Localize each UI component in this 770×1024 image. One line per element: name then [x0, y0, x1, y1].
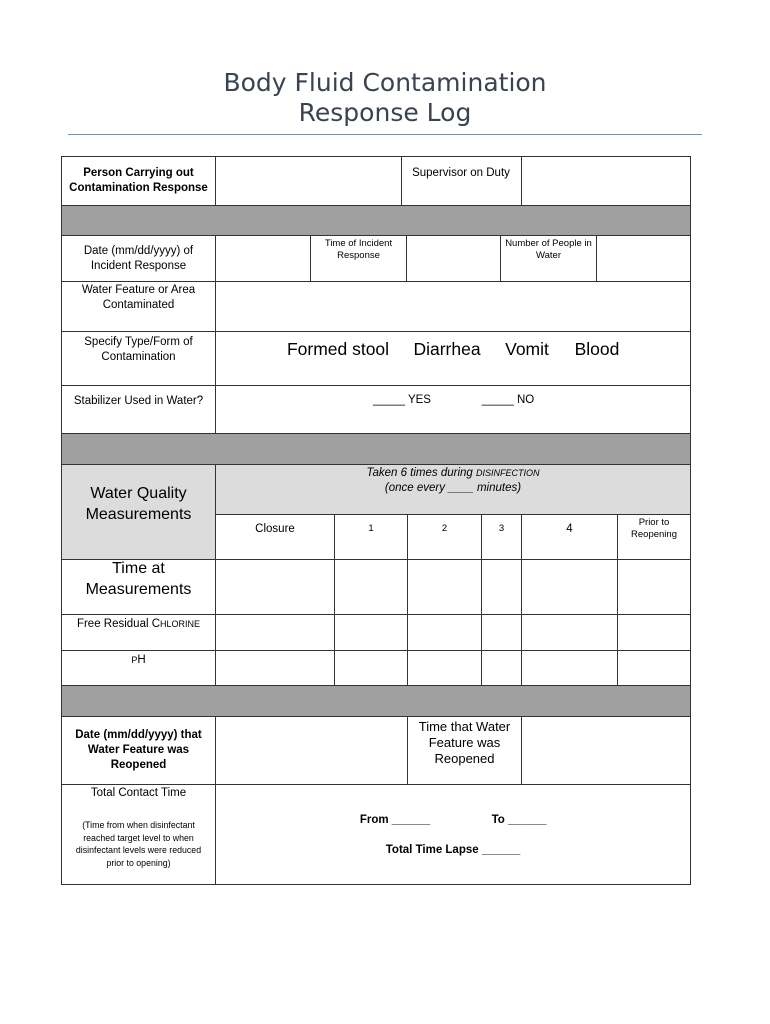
title-line-1: Body Fluid Contamination [223, 68, 547, 97]
stabilizer-yes[interactable]: _____ YES [373, 394, 431, 406]
supervisor-label: Supervisor on Duty [412, 166, 510, 179]
reopen-time-label: Time that Water Feature was Reopened [418, 718, 511, 766]
contact-total-lapse[interactable]: Total Time Lapse ______ [385, 843, 521, 856]
time-input-cell[interactable] [406, 235, 501, 282]
contact-to[interactable]: To ______ [491, 813, 547, 826]
col-4: 4 [566, 522, 573, 535]
reopen-time-input-cell[interactable] [521, 716, 691, 785]
people-label: Number of People in Water [505, 237, 592, 261]
wq-note-caps: DISINFECTION [476, 467, 540, 478]
chlorine-caps: HLORINE [160, 618, 201, 629]
wq-note-text: Taken 6 times during [366, 466, 476, 479]
area-input-cell[interactable] [215, 281, 691, 332]
ph-p: P [131, 654, 138, 665]
col-1: 1 [368, 522, 374, 534]
type-label: Specify Type/Form of Contamination [84, 336, 193, 363]
date-input-cell[interactable] [215, 235, 311, 282]
contact-input-cell [215, 784, 691, 885]
supervisor-input-cell[interactable] [521, 156, 691, 206]
page-title [0, 68, 770, 128]
col-line [521, 559, 522, 686]
people-input-cell[interactable] [596, 235, 691, 282]
area-label: Water Feature or Area Contaminated [81, 284, 196, 311]
option-diarrhea[interactable]: Diarrhea [413, 339, 481, 359]
person-label: Person Carrying out Contamination Response [69, 167, 208, 194]
time-at-measurements-label: Time at Measurements [85, 560, 192, 598]
wq-label: Water Quality Measurements [85, 485, 192, 523]
contact-from[interactable]: From ______ [359, 813, 431, 826]
col-line [215, 559, 216, 686]
col-3: 3 [498, 522, 505, 534]
wq-note-line-2: (once every ____ minutes) [384, 481, 522, 494]
ph-h: H [137, 653, 146, 666]
contact-note: (Time from when disinfectant reached target level to when disinfectant levels were reduced prior to opening) [75, 820, 202, 868]
col-line [407, 559, 408, 686]
title-line-2: Response Log [298, 98, 472, 127]
stabilizer-options-cell [215, 385, 691, 434]
section-divider-2 [61, 433, 691, 465]
col-prior-to-reopening: Prior to Reopening [631, 516, 677, 540]
contact-label: Total Contact Time [90, 786, 187, 799]
option-blood[interactable]: Blood [574, 339, 620, 359]
stabilizer-no[interactable]: _____ NO [481, 394, 535, 406]
wq-note [215, 464, 691, 497]
col-2: 2 [441, 522, 448, 534]
col-line [334, 559, 335, 686]
reopen-date-input-cell[interactable] [215, 716, 408, 785]
section-divider-1 [61, 205, 691, 236]
col-closure: Closure [255, 522, 295, 535]
person-input-cell[interactable] [215, 156, 402, 206]
option-vomit[interactable]: Vomit [505, 339, 549, 359]
date-label: Date (mm/dd/yyyy) of Incident Response [83, 244, 194, 272]
reopen-date-label: Date (mm/dd/yyyy) that Water Feature was Reopened [75, 729, 202, 771]
col-line [481, 559, 482, 686]
title-divider [68, 134, 702, 135]
free-chlorine-label [63, 614, 214, 634]
chlorine-text: Free Residual C [76, 617, 161, 630]
option-formed-stool[interactable]: Formed stool [286, 339, 390, 359]
section-divider-3 [61, 685, 691, 717]
col-line [617, 559, 618, 686]
ph-label [63, 650, 214, 670]
wq-note-line-1 [366, 466, 539, 481]
stabilizer-label: Stabilizer Used in Water? [73, 394, 204, 407]
time-label: Time of Incident Response [324, 237, 393, 261]
